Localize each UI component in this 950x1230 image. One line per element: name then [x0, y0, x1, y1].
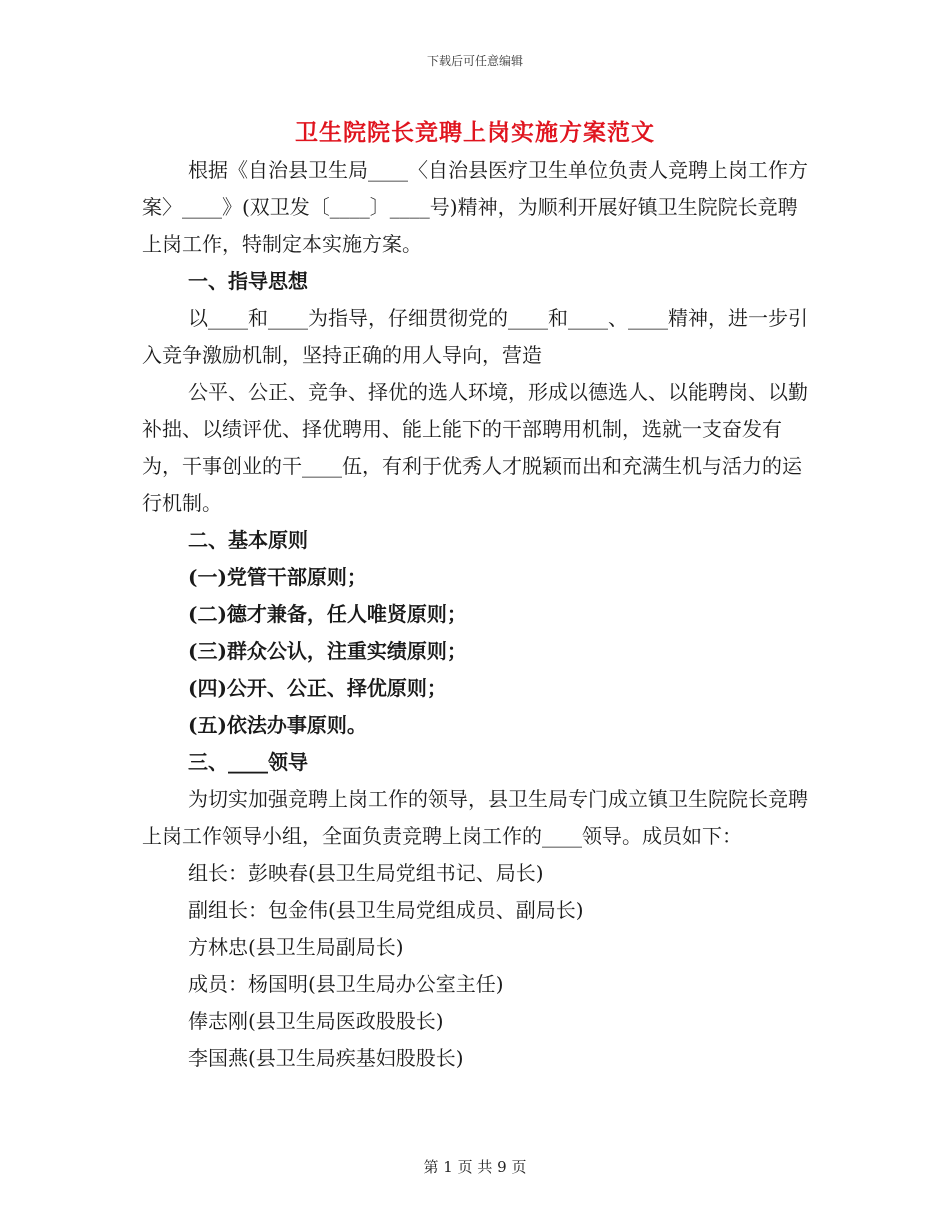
- principle-item: (二)德才兼备，任人唯贤原则；: [188, 602, 467, 626]
- principle-item: (一)党管干部原则；: [188, 565, 367, 589]
- principle-item: (四)公开、公正、择优原则；: [188, 676, 447, 700]
- section-heading-leadership: 三、____领导: [188, 750, 308, 774]
- section-heading-basic-principles: 二、基本原则: [188, 528, 308, 552]
- member-line: 副组长：包金伟(县卫生局党组成员、副局长): [188, 898, 584, 922]
- document-body: [142, 152, 810, 1077]
- principle-item: (三)群众公认，注重实绩原则；: [188, 639, 467, 663]
- member-line: 李国燕(县卫生局疾基妇股股长): [188, 1046, 464, 1070]
- header-note: 下载后可任意编辑: [426, 54, 523, 68]
- page-number: 第 1 页 共 9 页: [423, 1158, 527, 1176]
- leadership-paragraph: 为切实加强竞聘上岗工作的领导，县卫生局专门成立镇卫生院院长竞聘上岗工作领导小组，全面负责竞聘上岗工作的____领导。成员如下：: [142, 787, 808, 848]
- member-line: 方林忠(县卫生局副局长): [188, 935, 404, 959]
- member-line: 组长：彭映春(县卫生局党组书记、局长): [188, 861, 544, 885]
- intro-paragraph: 根据《自治县卫生局____〈自治县医疗卫生单位负责人竞聘上岗工作方案〉____》(双卫发〔____〕____号)精神，为顺利开展好镇卫生院院长竞聘上岗工作，特制定本实施方案。: [142, 158, 808, 256]
- member-line: 成员：杨国明(县卫生局办公室主任): [188, 972, 504, 996]
- document-title: 卫生院院长竞聘上岗实施方案范文: [295, 119, 655, 146]
- guiding-thought-paragraph-continued: 公平、公正、竞争、择优的选人环境，形成以德选人、以能聘岗、以勤补拙、以绩评优、择优聘用、能上能下的干部聘用机制，选就一支奋发有为，干事创业的干____伍，有利于优秀人才脱颖而出和充满生机与活力的运行机制。: [142, 380, 808, 515]
- principle-item: (五)依法办事原则。: [188, 713, 367, 737]
- section-heading-guiding-thought: 一、指导思想: [188, 269, 308, 293]
- guiding-thought-paragraph: 以____和____为指导，仔细贯彻党的____和____、____精神，进一步引入竞争激励机制，坚持正确的用人导向，营造: [142, 306, 808, 367]
- member-line: 俸志刚(县卫生局医政股股长): [188, 1009, 444, 1033]
